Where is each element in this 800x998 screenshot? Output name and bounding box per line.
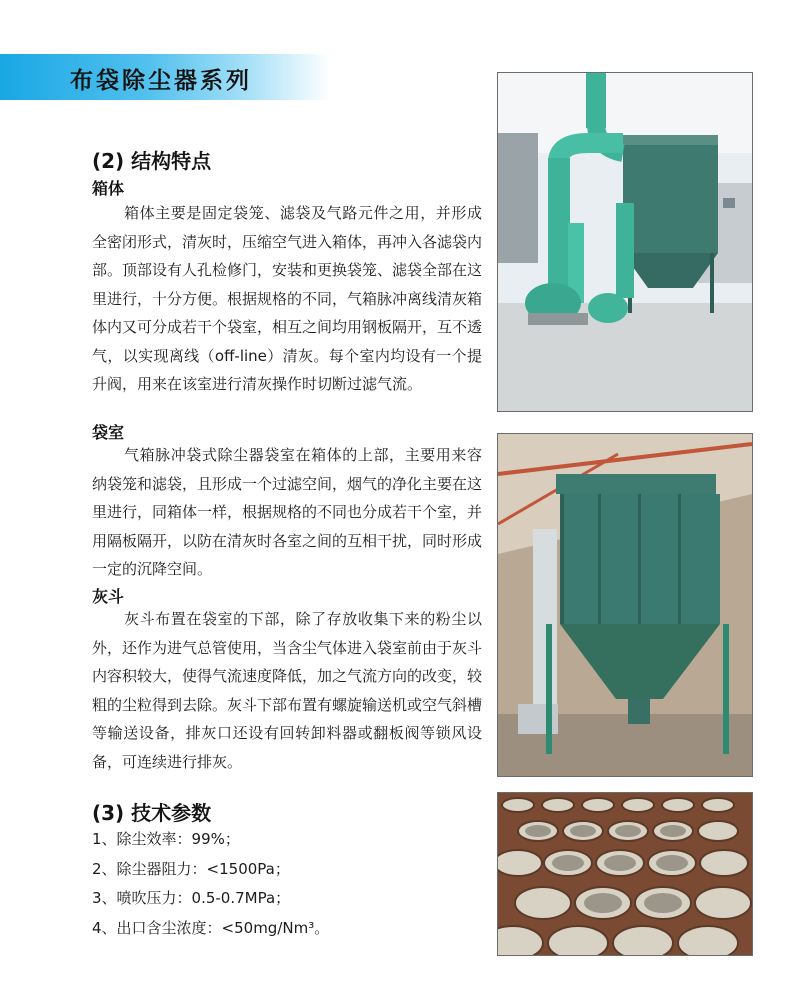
photo-filter-bag-openings — [497, 792, 753, 956]
page-title: 布袋除尘器系列 — [70, 68, 252, 94]
box-subheading: 箱体 — [92, 179, 125, 198]
structure-heading: (2) 结构特点 — [92, 149, 212, 173]
specs-list — [92, 825, 329, 943]
box-paragraph: 箱体主要是固定袋笼、滤袋及气路元件之用，并形成全密闭形式，清灰时，压缩空气进入箱体，再冲入各滤袋内部。顶部设有人孔检修门，安装和更换袋笼、滤袋全部在这里进行，十分方便。根据规格的不同，气箱脉冲离线清灰箱体内又可分成若干个袋室，相互之间均用钢板隔开，互不透气，以实现离线（off-line）清灰。每个室内均设有一个提升阀，用来在该室进行清灰操作时切断过滤气流。 — [92, 204, 483, 393]
spec-item: 3、喷吹压力：0.5-0.7MPa； — [92, 889, 291, 907]
spec-item: 1、除尘效率：99%； — [92, 830, 240, 848]
spec-item: 4、出口含尘浓度：<50mg/Nm³。 — [92, 918, 330, 937]
bag-room-subheading: 袋室 — [92, 423, 125, 442]
photo-outdoor-dust-collector — [497, 72, 753, 412]
hopper-subheading: 灰斗 — [92, 587, 125, 606]
specs-heading: (3) 技术参数 — [92, 801, 212, 825]
bag-room-paragraph: 气箱脉冲袋式除尘器袋室在箱体的上部，主要用来容纳袋笼和滤袋，且形成一个过滤空间，烟气的净化主要在这里进行，同箱体一样，根据规格的不同也分成若干个室，并用隔板隔开，以防在清灰时各室之间的互相干扰，同时形成一定的沉降空间。 — [92, 446, 483, 578]
photo-indoor-dust-collector — [497, 433, 753, 777]
spec-item: 2、除尘器阻力：<1500Pa； — [92, 859, 290, 878]
hopper-paragraph: 灰斗布置在袋室的下部，除了存放收集下来的粉尘以外，还作为进气总管使用，当含尘气体进入袋室前由于灰斗内容积较大，使得气流速度降低，加之气流方向的改变，较粗的尘粒得到去除。灰斗下部布置有螺旋输送机或空气斜槽等输送设备，排灰口还设有回转卸料器或翻板阀等锁风设备，可连续进行排灰。 — [92, 610, 483, 771]
